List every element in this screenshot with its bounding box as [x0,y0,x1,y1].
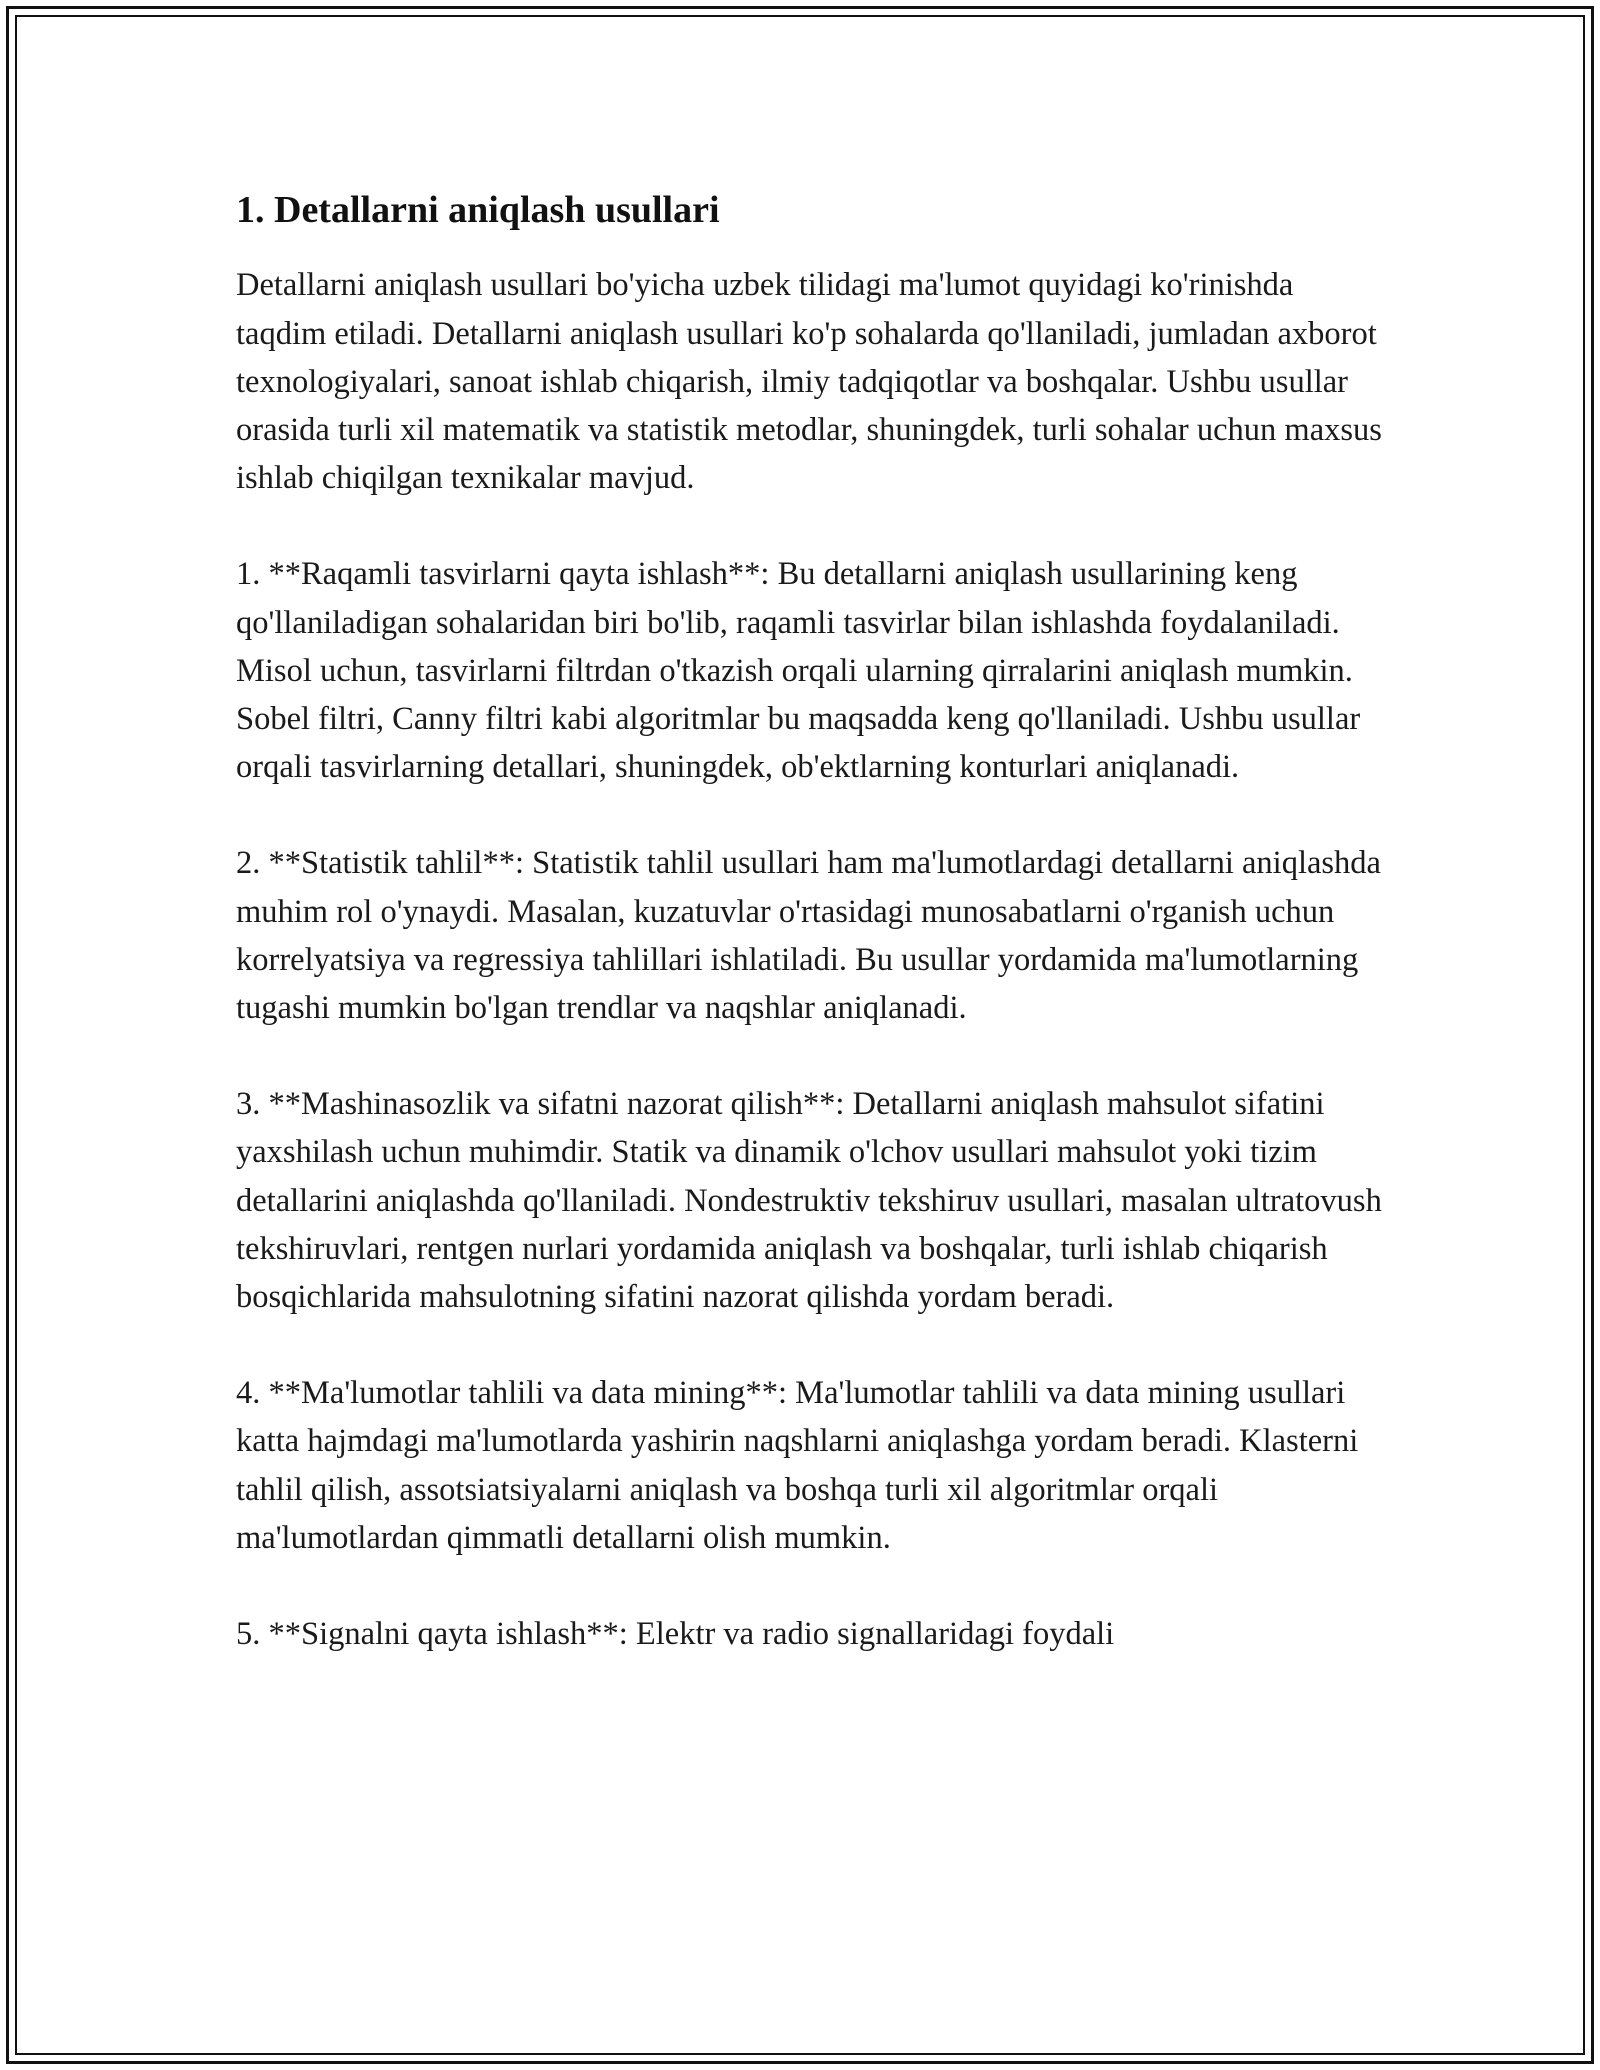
paragraph-image-processing: 1. **Raqamli tasvirlarni qayta ishlash**: Bu detallarni aniqlash usullarining keng qo'llaniladigan sohalaridan biri bo'lib, raqamli tasvirlar bilan ishlashda foydalaniladi. Misol uchun, tasvirlarni filtrdan o'tkazish orqali ularning qirralarini aniqlash mumkin. Sobel filtri, Canny filtri kabi algoritmlar bu maqsadda keng qo'llaniladi. Ushbu usullar orqali tasvirlarning detallari, shuningdek, ob'ektlarning konturlari aniqlanadi. [236,556,1361,786]
intro-paragraph: Detallarni aniqlash usullari bo'yicha uzbek tilidagi ma'lumot quyidagi ko'rinishda taqdim etiladi. Detallarni aniqlash usullari ko'p sohalarda qo'llaniladi, jumladan axborot texnologiyalari, sanoat ishlab chiqarish, ilmiy tadqiqotlar va boshqalar. Ushbu usullar orasida turli xil matematik va statistik metodlar, shuningdek, turli sohalar uchun maxsus ishlab chiqilgan texnikalar mavjud. [236,267,1382,497]
paragraph-statistical-analysis: 2. **Statistik tahlil**: Statistik tahlil usullari ham ma'lumotlardagi detallarni aniqlashda muhim rol o'ynaydi. Masalan, kuzatuvlar o'rtasidagi munosabatlarni o'rganish uchun korrelyatsiya va regressiya tahlillari ishlatiladi. Bu usullar yordamida ma'lumotlarning tugashi mumkin bo'lgan trendlar va naqshlar aniqlanadi. [236,845,1381,1027]
document-title: 1. Detallarni aniqlash usullari [236,189,720,231]
paragraph-signal-processing: 5. **Signalni qayta ishlash**: Elektr va radio signallaridagi foydali [236,1616,1115,1653]
paragraph-quality-control: 3. **Mashinasozlik va sifatni nazorat qilish**: Detallarni aniqlash mahsulot sifatini yaxshilash uchun muhimdir. Statik va dinamik o'lchov usullari mahsulot yoki tizim detallarini aniqlashda qo'llaniladi. Nondestruktiv tekshiruv usullari, masalan ultratovush tekshiruvlari, rentgen nurlari yordamida aniqlash va boshqalar, turli ishlab chiqarish bosqichlarida mahsulotning sifatini nazorat qilishda yordam beradi. [236,1086,1382,1316]
paragraph-data-mining: 4. **Ma'lumotlar tahlili va data mining**: Ma'lumotlar tahlili va data mining usullari katta hajmdagi ma'lumotlarda yashirin naqshlarni aniqlashga yordam beradi. Klasterni tahlil qilish, assotsiatsiyalarni aniqlash va boshqa turli xil algoritmlar orqali ma'lumotlardan qimmatli detallarni olish mumkin. [236,1375,1359,1556]
document-body [236,186,1386,1706]
